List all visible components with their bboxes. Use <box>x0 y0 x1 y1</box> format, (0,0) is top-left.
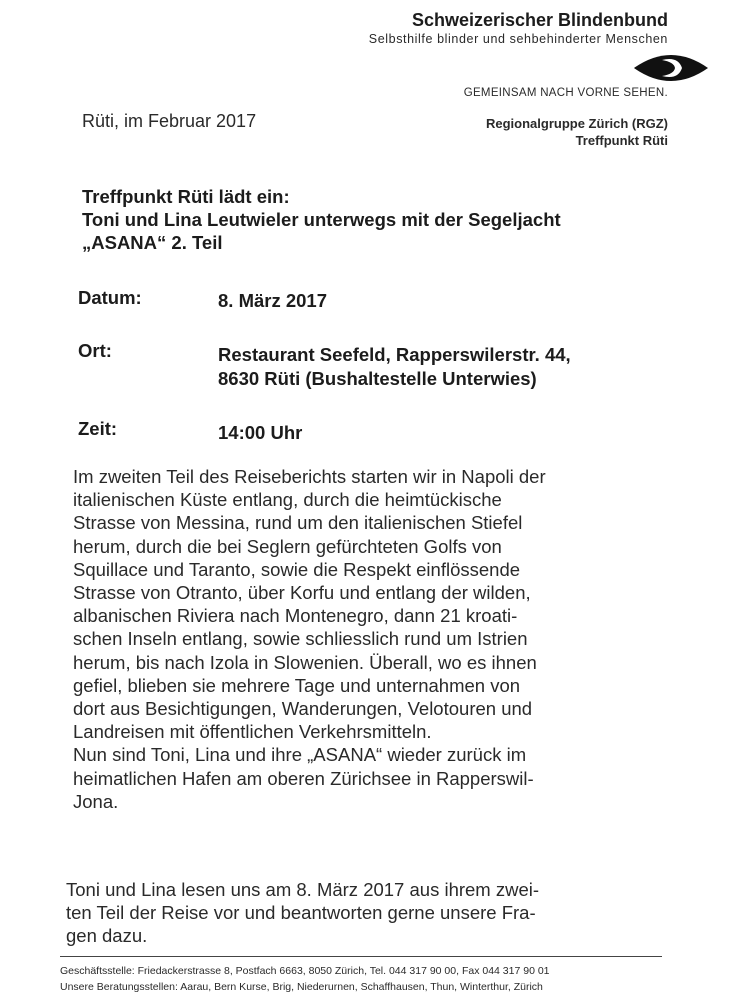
date-value: 8. März 2017 <box>218 290 328 311</box>
region-line: Treffpunkt Rüti <box>575 133 668 148</box>
place-line: Restaurant Seefeld, Rapperswilerstr. 44, <box>218 344 571 365</box>
region-block <box>400 115 668 149</box>
title-line: Toni und Lina Leutwieler unterwegs mit der Segeljacht <box>82 209 561 230</box>
body-line: Strasse von Otranto, über Korfu und entlang der wilden, <box>73 582 531 604</box>
date-label: Datum: <box>78 287 142 308</box>
body-line: heimatlichen Hafen am oberen Zürichsee in Rapperswil- <box>73 767 534 789</box>
footer-counseling-centers: Unsere Beratungsstellen: Aarau, Bern Kurse, Brig, Niederurnen, Schaffhausen, Thun, Winterthur, Zürich <box>60 981 543 993</box>
body-line: dort aus Besichtigungen, Wanderungen, Velotouren und <box>73 698 533 720</box>
body-line: herum, durch die bei Seglern gefürchteten Golfs von <box>73 535 502 557</box>
footer-divider <box>60 956 662 957</box>
body-line: Jona. <box>73 790 119 812</box>
place-line: 8630 Rüti (Bushaltestelle Unterwies) <box>218 368 537 389</box>
title-line: „ASANA“ 2. Teil <box>82 232 223 253</box>
body-line: Nun sind Toni, Lina und ihre „ASANA“ wieder zurück im <box>73 744 527 766</box>
place-value <box>218 343 638 391</box>
body-line: Strasse von Messina, rund um den italienischen Stiefel <box>73 512 523 534</box>
organization-name: Schweizerischer Blindenbund <box>411 10 668 30</box>
body-line: Im zweiten Teil des Reiseberichts starten wir in Napoli der <box>73 466 546 487</box>
closing-line: ten Teil der Reise vor und beantworten gerne unsere Fra- <box>66 902 536 923</box>
time-label: Zeit: <box>78 418 118 439</box>
body-line: Landreisen mit öffentlichen Verkehrsmitteln. <box>73 721 432 743</box>
closing-line: Toni und Lina lesen uns am 8. März 2017 aus ihrem zwei- <box>66 879 540 900</box>
invitation-title <box>82 185 682 254</box>
time-value: 14:00 Uhr <box>218 422 303 443</box>
closing-paragraph <box>66 878 666 947</box>
organization-subtitle: Selbsthilfe blinder und sehbehinderter Menschen <box>368 32 668 46</box>
footer-office-address: Geschäftsstelle: Friedackerstrasse 8, Postfach 6663, 8050 Zürich, Tel. 044 317 90 00, Fax 044 317 90 01 <box>60 965 550 977</box>
closing-line: gen dazu. <box>66 925 148 946</box>
body-line: schen Inseln entlang, sowie schliesslich rund um Istrien <box>73 628 528 650</box>
body-line: Squillace und Taranto, sowie die Respekt einflössende <box>73 558 521 580</box>
body-line: herum, bis nach Izola in Slowenien. Überall, wo es ihnen <box>73 651 537 673</box>
place-date: Rüti, im Februar 2017 <box>82 111 257 131</box>
region-line: Regionalgruppe Zürich (RGZ) <box>486 116 668 131</box>
body-line: italienischen Küste entlang, durch die heimtückische <box>73 489 502 511</box>
description-paragraph <box>73 465 683 813</box>
slogan: GEMEINSAM NACH VORNE SEHEN. <box>463 87 668 99</box>
eye-logo-icon <box>632 48 710 88</box>
body-line: gefiel, blieben sie mehrere Tage und unternahmen von <box>73 674 521 696</box>
body-line: albanischen Riviera nach Montenegro, dann 21 kroati- <box>73 605 518 627</box>
place-label: Ort: <box>78 340 112 361</box>
title-line: Treffpunkt Rüti lädt ein: <box>82 186 290 207</box>
